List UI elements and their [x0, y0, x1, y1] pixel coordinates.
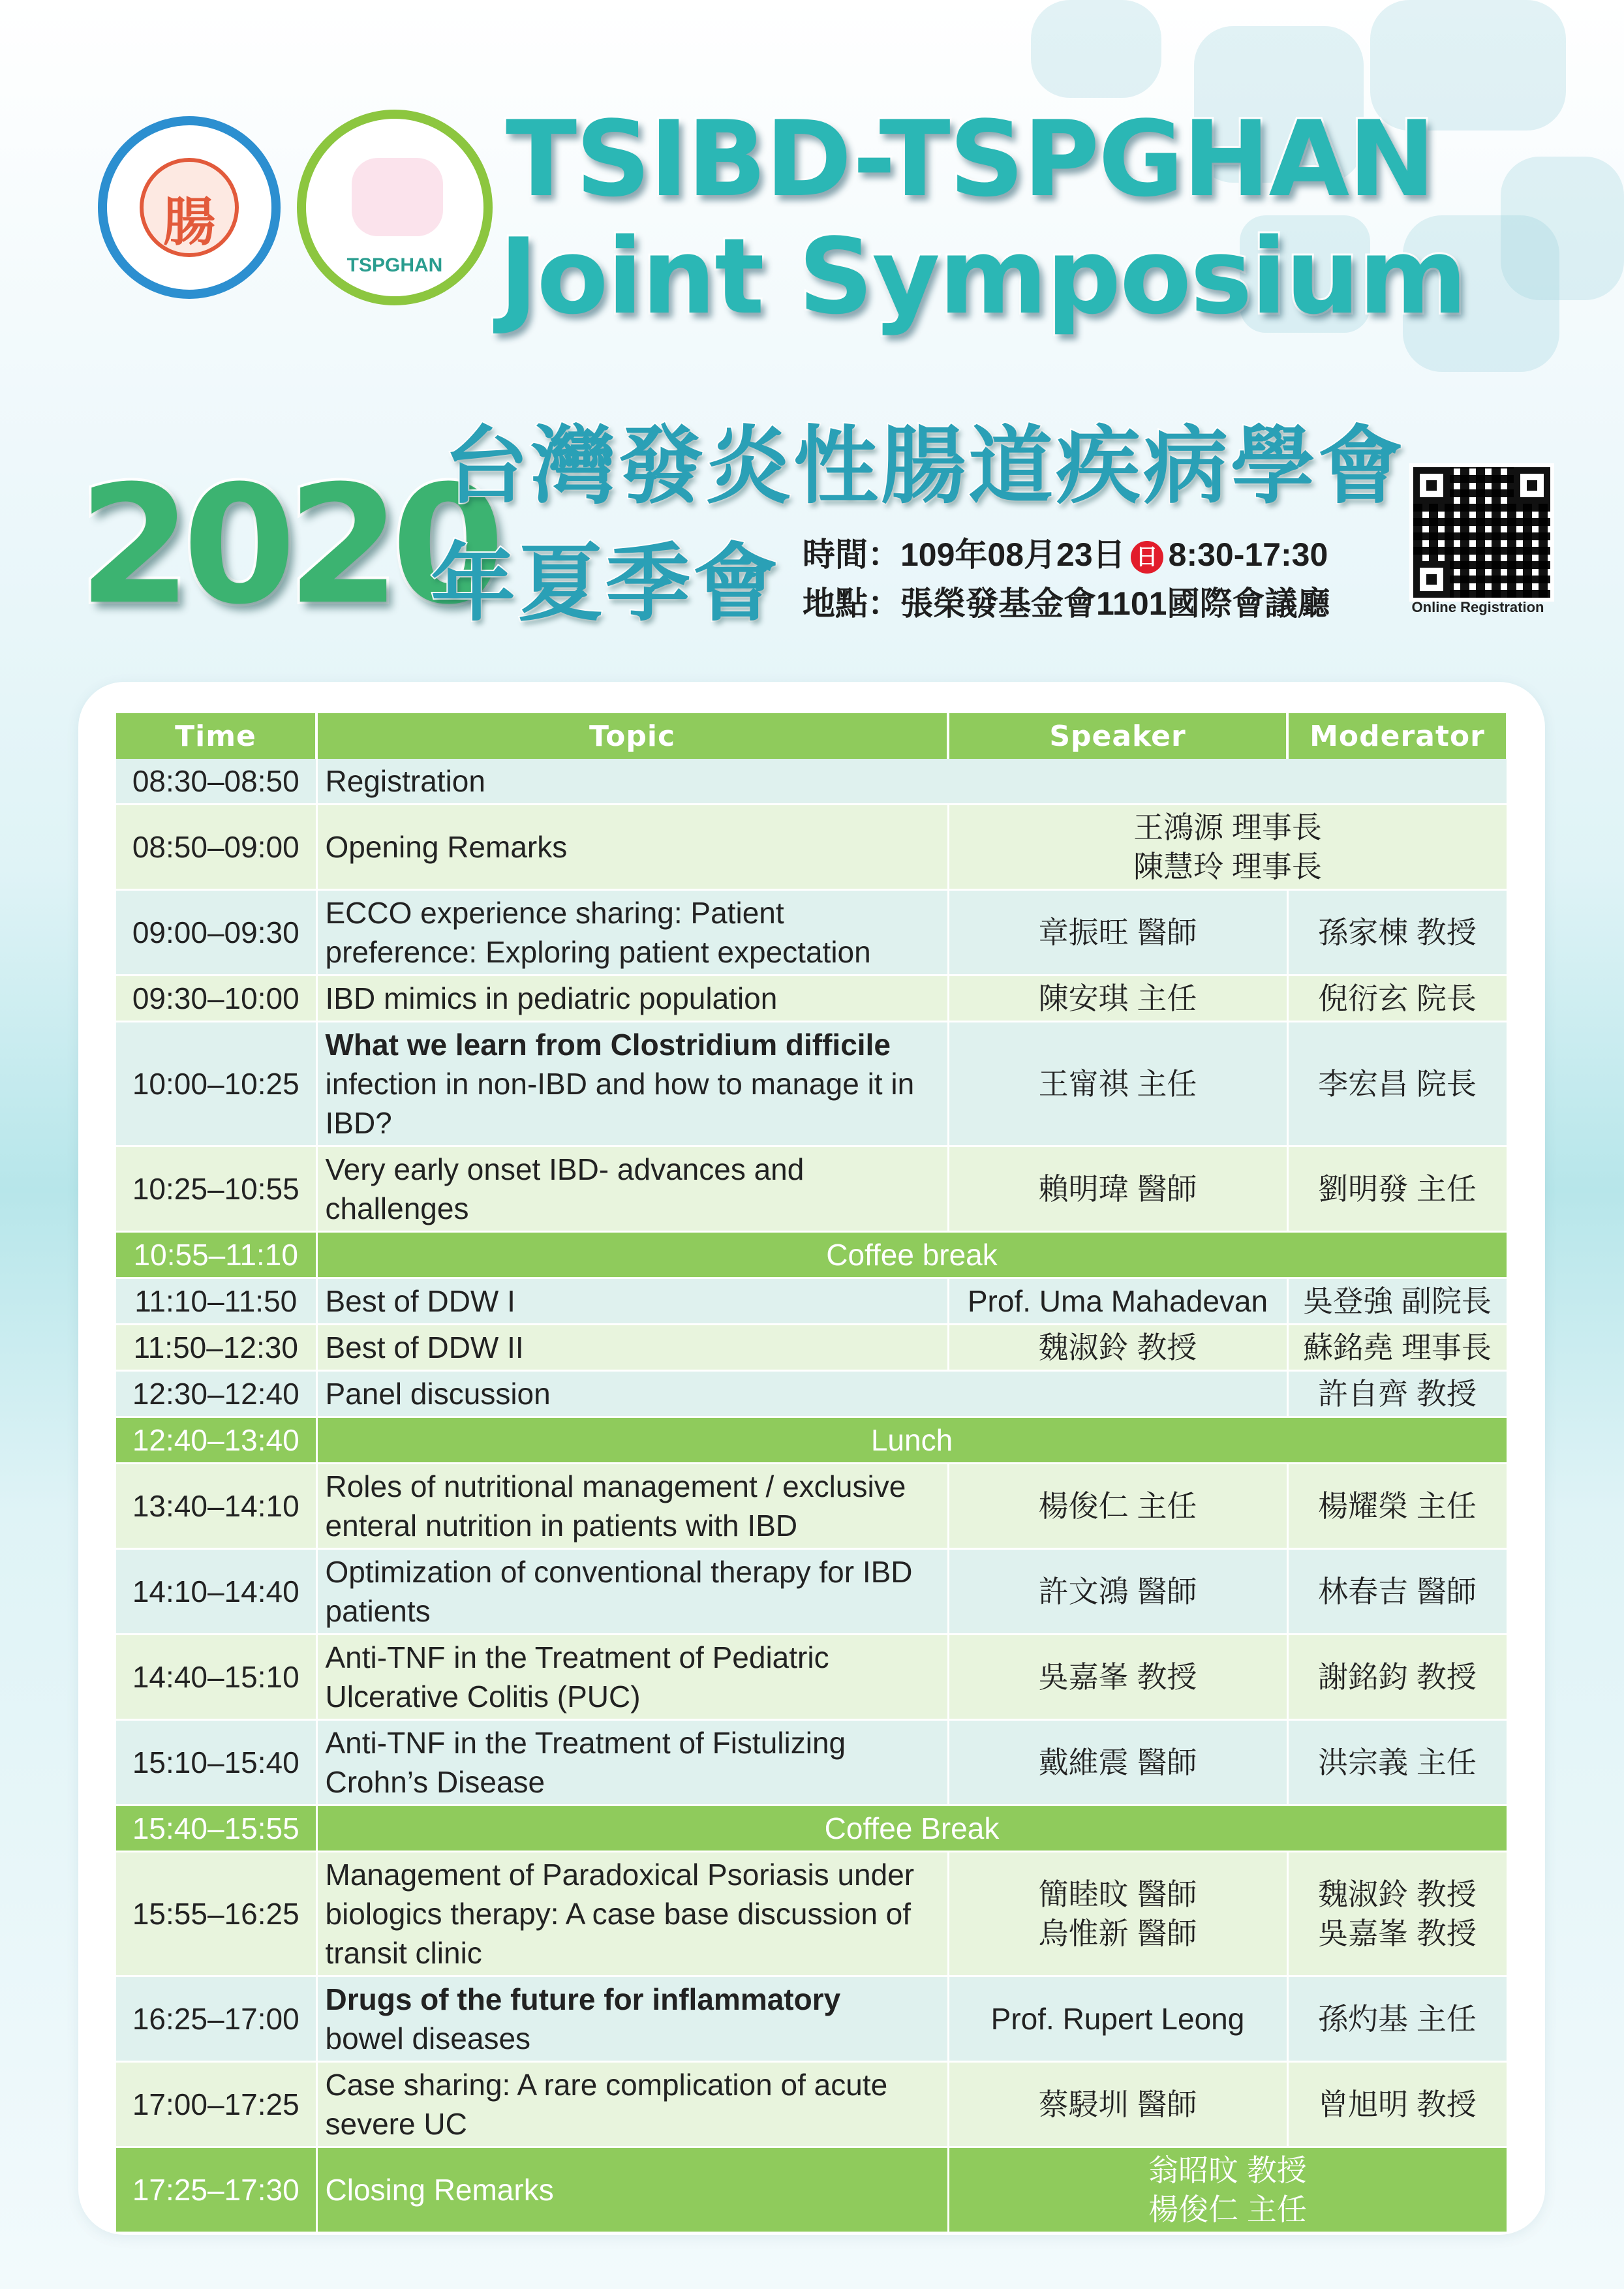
time-text: 13:40–14:10: [132, 1489, 299, 1523]
cell-speaker: [948, 1720, 1287, 1805]
title-line2: Joint Symposium: [499, 215, 1466, 337]
cell-moderator: [1287, 1720, 1507, 1805]
speaker-text: 簡睦旼 醫師: [1038, 1877, 1197, 1911]
moderator-text: 林春吉 醫師: [1318, 1575, 1477, 1608]
table-row: [116, 759, 1507, 805]
year: 2020: [78, 450, 496, 640]
tsibd-logo-glyph: 腸: [163, 193, 215, 251]
table-row: [116, 1464, 1507, 1549]
time-text: 09:30–10:00: [132, 981, 299, 1015]
cell-speaker: [948, 1635, 1287, 1720]
table-row: [116, 890, 1507, 976]
speaker-text: 烏惟新 醫師: [1038, 1916, 1197, 1950]
cell-topic: [316, 2062, 948, 2147]
cell-time: [116, 1852, 316, 1976]
time-text: 08:30–08:50: [132, 764, 299, 798]
cell-topic: [316, 1852, 948, 1976]
cell-topic: [316, 1146, 948, 1232]
time-text: 12:40–13:40: [132, 1423, 299, 1457]
speaker-text: 王鴻源 理事長: [1133, 810, 1322, 844]
table-row: [116, 805, 1507, 890]
cell-time: [116, 1417, 316, 1464]
break-text: Coffee break: [826, 1238, 998, 1272]
cell-topic: [316, 2147, 948, 2233]
cell-speaker: [948, 890, 1287, 976]
cell-topic: [316, 1635, 948, 1720]
qr-code[interactable]: [1409, 463, 1554, 602]
table-row: [116, 1232, 1507, 1278]
break-text: Lunch: [870, 1423, 953, 1457]
cell-speaker: [948, 1278, 1287, 1325]
tspghan-logo: [297, 110, 493, 305]
cell-moderator: [1287, 1464, 1507, 1549]
cell-speakers: [948, 805, 1507, 890]
cell-time: [116, 1325, 316, 1371]
time-text: 17:25–17:30: [132, 2173, 299, 2207]
cell-topic: [316, 759, 1507, 805]
table-row: [116, 1805, 1507, 1852]
title-line1: TSIBD-TSPGHAN: [506, 98, 1435, 220]
moderator-text: 吳登強 副院長: [1303, 1284, 1492, 1318]
cell-speaker: [948, 976, 1287, 1022]
speaker-text: 章振旺 醫師: [1038, 915, 1197, 949]
cell-moderator: [1287, 1325, 1507, 1371]
moderator-text: 吳嘉峯 教授: [1318, 1916, 1477, 1950]
header-moderator: Moderator: [1287, 713, 1507, 759]
time-text: 14:10–14:40: [132, 1575, 299, 1608]
topic-text: Case sharing: A rare complication of acute severe UC: [325, 2068, 888, 2141]
cell-topic: [316, 1022, 948, 1146]
cell-speakers: [948, 2147, 1507, 2233]
topic-text: Anti-TNF in the Treatment of Pediatric Ulcerative Colitis (PUC): [325, 1640, 829, 1713]
cell-time: [116, 1232, 316, 1278]
time-text: 12:30–12:40: [132, 1377, 299, 1411]
table-row: [116, 1976, 1507, 2062]
cell-moderator: [1287, 1022, 1507, 1146]
time-text: 11:50–12:30: [133, 1330, 298, 1364]
topic-text-bold: Drugs of the future for inflammatory: [325, 1982, 841, 2016]
cell-topic: [316, 1464, 948, 1549]
time-text: 17:00–17:25: [132, 2087, 299, 2121]
cell-time: [116, 1549, 316, 1635]
cell-topic: [316, 1371, 1287, 1417]
moderator-text: 孫家棟 教授: [1318, 915, 1477, 949]
cell-moderator: [1287, 1635, 1507, 1720]
cell-topic: [316, 1976, 948, 2062]
time-text: 10:55–11:10: [133, 1238, 298, 1272]
moderator-text: 洪宗義 主任: [1318, 1745, 1477, 1779]
cell-speaker: [948, 1976, 1287, 2062]
speaker-text: 賴明瑋 醫師: [1038, 1172, 1197, 1206]
moderator-text: 曾旭明 教授: [1318, 2087, 1477, 2121]
cell-time: [116, 1278, 316, 1325]
cell-time: [116, 759, 316, 805]
time-text: 10:25–10:55: [132, 1172, 299, 1206]
cell-moderator: [1287, 1278, 1507, 1325]
event-venue: 地點：張榮發基金會1101國際會議廳: [803, 585, 1330, 622]
cell-time: [116, 2062, 316, 2147]
speaker-text: 許文鴻 醫師: [1038, 1575, 1197, 1608]
cell-topic: [316, 805, 948, 890]
speaker-text: 楊俊仁 主任: [1038, 1489, 1197, 1523]
speaker-text: 陳慧玲 理事長: [1133, 850, 1322, 883]
table-row: [116, 1325, 1507, 1371]
break-text: Coffee Break: [824, 1811, 1000, 1845]
moderator-text: 李宏昌 院長: [1318, 1067, 1477, 1101]
time-text: 08:50–09:00: [132, 830, 299, 864]
moderator-text: 孫灼基 主任: [1318, 2002, 1477, 2036]
table-row: [116, 1022, 1507, 1146]
table-row: [116, 976, 1507, 1022]
topic-text: bowel diseases: [325, 2021, 531, 2055]
topic-text-bold: What we learn from Clostridium difficile: [325, 1028, 891, 1062]
speaker-text: 吳嘉峯 教授: [1038, 1660, 1197, 1694]
header-topic: Topic: [316, 713, 948, 759]
time-text: 14:40–15:10: [132, 1660, 299, 1694]
speaker-text: 楊俊仁 主任: [1148, 2192, 1307, 2226]
cell-speaker: [948, 1549, 1287, 1635]
topic-text: Best of DDW I: [325, 1284, 515, 1318]
topic-text: Anti-TNF in the Treatment of Fistulizing Crohn’s Disease: [325, 1726, 846, 1799]
cell-time: [116, 1635, 316, 1720]
cell-time: [116, 1464, 316, 1549]
topic-text: Panel discussion: [325, 1377, 551, 1411]
table-row: [116, 1146, 1507, 1232]
speaker-text: Prof. Uma Mahadevan: [967, 1284, 1268, 1318]
table-row: [116, 2062, 1507, 2147]
table-row: [116, 1720, 1507, 1805]
time-text: 10:00–10:25: [132, 1067, 299, 1101]
cell-moderator: [1287, 1371, 1507, 1417]
cell-break: [316, 1417, 1507, 1464]
time-text: 11:10–11:50: [134, 1284, 298, 1318]
table-header-row: [116, 713, 1507, 759]
cell-time: [116, 1805, 316, 1852]
cell-time: [116, 1371, 316, 1417]
time-text: 15:10–15:40: [132, 1745, 299, 1779]
cell-topic: [316, 1720, 948, 1805]
cell-topic: [316, 1549, 948, 1635]
event-date: 時間：109年08月23日: [803, 536, 1126, 573]
cell-moderator: [1287, 890, 1507, 976]
table-row: [116, 2147, 1507, 2233]
tspghan-logo-text: TSPGHAN: [346, 254, 443, 276]
event-time: [803, 529, 1328, 576]
header: [0, 0, 1624, 653]
moderator-text: 許自齊 教授: [1318, 1377, 1477, 1411]
schedule-body: [116, 759, 1507, 2233]
moderator-text: 劉明發 主任: [1318, 1172, 1477, 1206]
speaker-text: 戴維震 醫師: [1038, 1745, 1197, 1779]
moderator-text: 蘇銘堯 理事長: [1303, 1330, 1492, 1364]
speaker-text: 王甯祺 主任: [1038, 1067, 1197, 1101]
table-row: [116, 1417, 1507, 1464]
cell-speaker: [948, 1325, 1287, 1371]
cell-time: [116, 1976, 316, 2062]
header-time: Time: [116, 713, 316, 759]
table-row: [116, 1371, 1507, 1417]
topic-text: Optimization of conventional therapy for IBD patients: [325, 1555, 913, 1628]
moderator-text: 謝銘鈞 教授: [1318, 1660, 1477, 1694]
cell-moderator: [1287, 976, 1507, 1022]
cell-moderator: [1287, 1976, 1507, 2062]
topic-text: Registration: [325, 764, 485, 798]
society-name-cn: 台灣發炎性腸道疾病學會: [444, 418, 1406, 514]
header-speaker: Speaker: [948, 713, 1287, 759]
cell-speaker: [948, 1852, 1287, 1976]
cell-topic: [316, 1325, 948, 1371]
table-row: [116, 1635, 1507, 1720]
cell-break: [316, 1232, 1507, 1278]
speaker-text: 翁昭旼 教授: [1148, 2153, 1307, 2187]
event-time-range: 8:30-17:30: [1168, 536, 1328, 573]
topic-text: infection in non-IBD and how to manage it in IBD?: [325, 1067, 915, 1140]
cell-speaker: [948, 1022, 1287, 1146]
cell-moderator: [1287, 1852, 1507, 1976]
time-text: 09:00–09:30: [132, 915, 299, 949]
speaker-text: Prof. Rupert Leong: [990, 2002, 1245, 2036]
speaker-text: 陳安琪 主任: [1038, 981, 1197, 1015]
moderator-text: 倪衍玄 院長: [1318, 981, 1477, 1015]
topic-text: Opening Remarks: [325, 830, 568, 864]
cell-time: [116, 1022, 316, 1146]
moderator-text: 魏淑鈴 教授: [1318, 1877, 1477, 1911]
topic-text: ECCO experience sharing: Patient preference: Exploring patient expectation: [325, 896, 871, 969]
topic-text: Roles of nutritional management / exclusive enteral nutrition in patients with IBD: [325, 1469, 906, 1543]
cell-moderator: [1287, 2062, 1507, 2147]
cell-topic: [316, 1278, 948, 1325]
cell-time: [116, 890, 316, 976]
schedule-table: [116, 713, 1509, 2234]
qr-label: Online Registration: [1411, 599, 1544, 615]
topic-text: Management of Paradoxical Psoriasis under biologics therapy: A case base discussion of transit clinic: [325, 1858, 915, 1970]
cell-moderator: [1287, 1549, 1507, 1635]
sunday-badge: 日: [1131, 541, 1163, 574]
topic-text: Very early onset IBD- advances and challenges: [325, 1152, 804, 1225]
speaker-text: 魏淑鈴 教授: [1038, 1330, 1197, 1364]
cell-time: [116, 2147, 316, 2233]
cell-speaker: [948, 2062, 1287, 2147]
cell-speaker: [948, 1146, 1287, 1232]
time-text: 16:25–17:00: [132, 2002, 299, 2036]
table-row: [116, 1278, 1507, 1325]
tsibd-logo: [98, 116, 281, 299]
meeting-name-cn: 年夏季會: [431, 536, 781, 631]
speaker-text: 蔡駸圳 醫師: [1038, 2087, 1197, 2121]
cell-topic: [316, 976, 948, 1022]
moderator-text: 楊耀榮 主任: [1318, 1489, 1477, 1523]
cell-moderator: [1287, 1146, 1507, 1232]
cell-time: [116, 976, 316, 1022]
topic-text: IBD mimics in pediatric population: [325, 981, 778, 1015]
cell-time: [116, 1720, 316, 1805]
time-text: 15:55–16:25: [132, 1897, 299, 1931]
cell-topic: [316, 890, 948, 976]
topic-text: Closing Remarks: [325, 2173, 554, 2207]
time-text: 15:40–15:55: [132, 1811, 299, 1845]
table-row: [116, 1852, 1507, 1976]
cell-time: [116, 1146, 316, 1232]
cell-time: [116, 805, 316, 890]
cell-speaker: [948, 1464, 1287, 1549]
topic-text: Best of DDW II: [325, 1330, 524, 1364]
table-row: [116, 1549, 1507, 1635]
cell-break: [316, 1805, 1507, 1852]
